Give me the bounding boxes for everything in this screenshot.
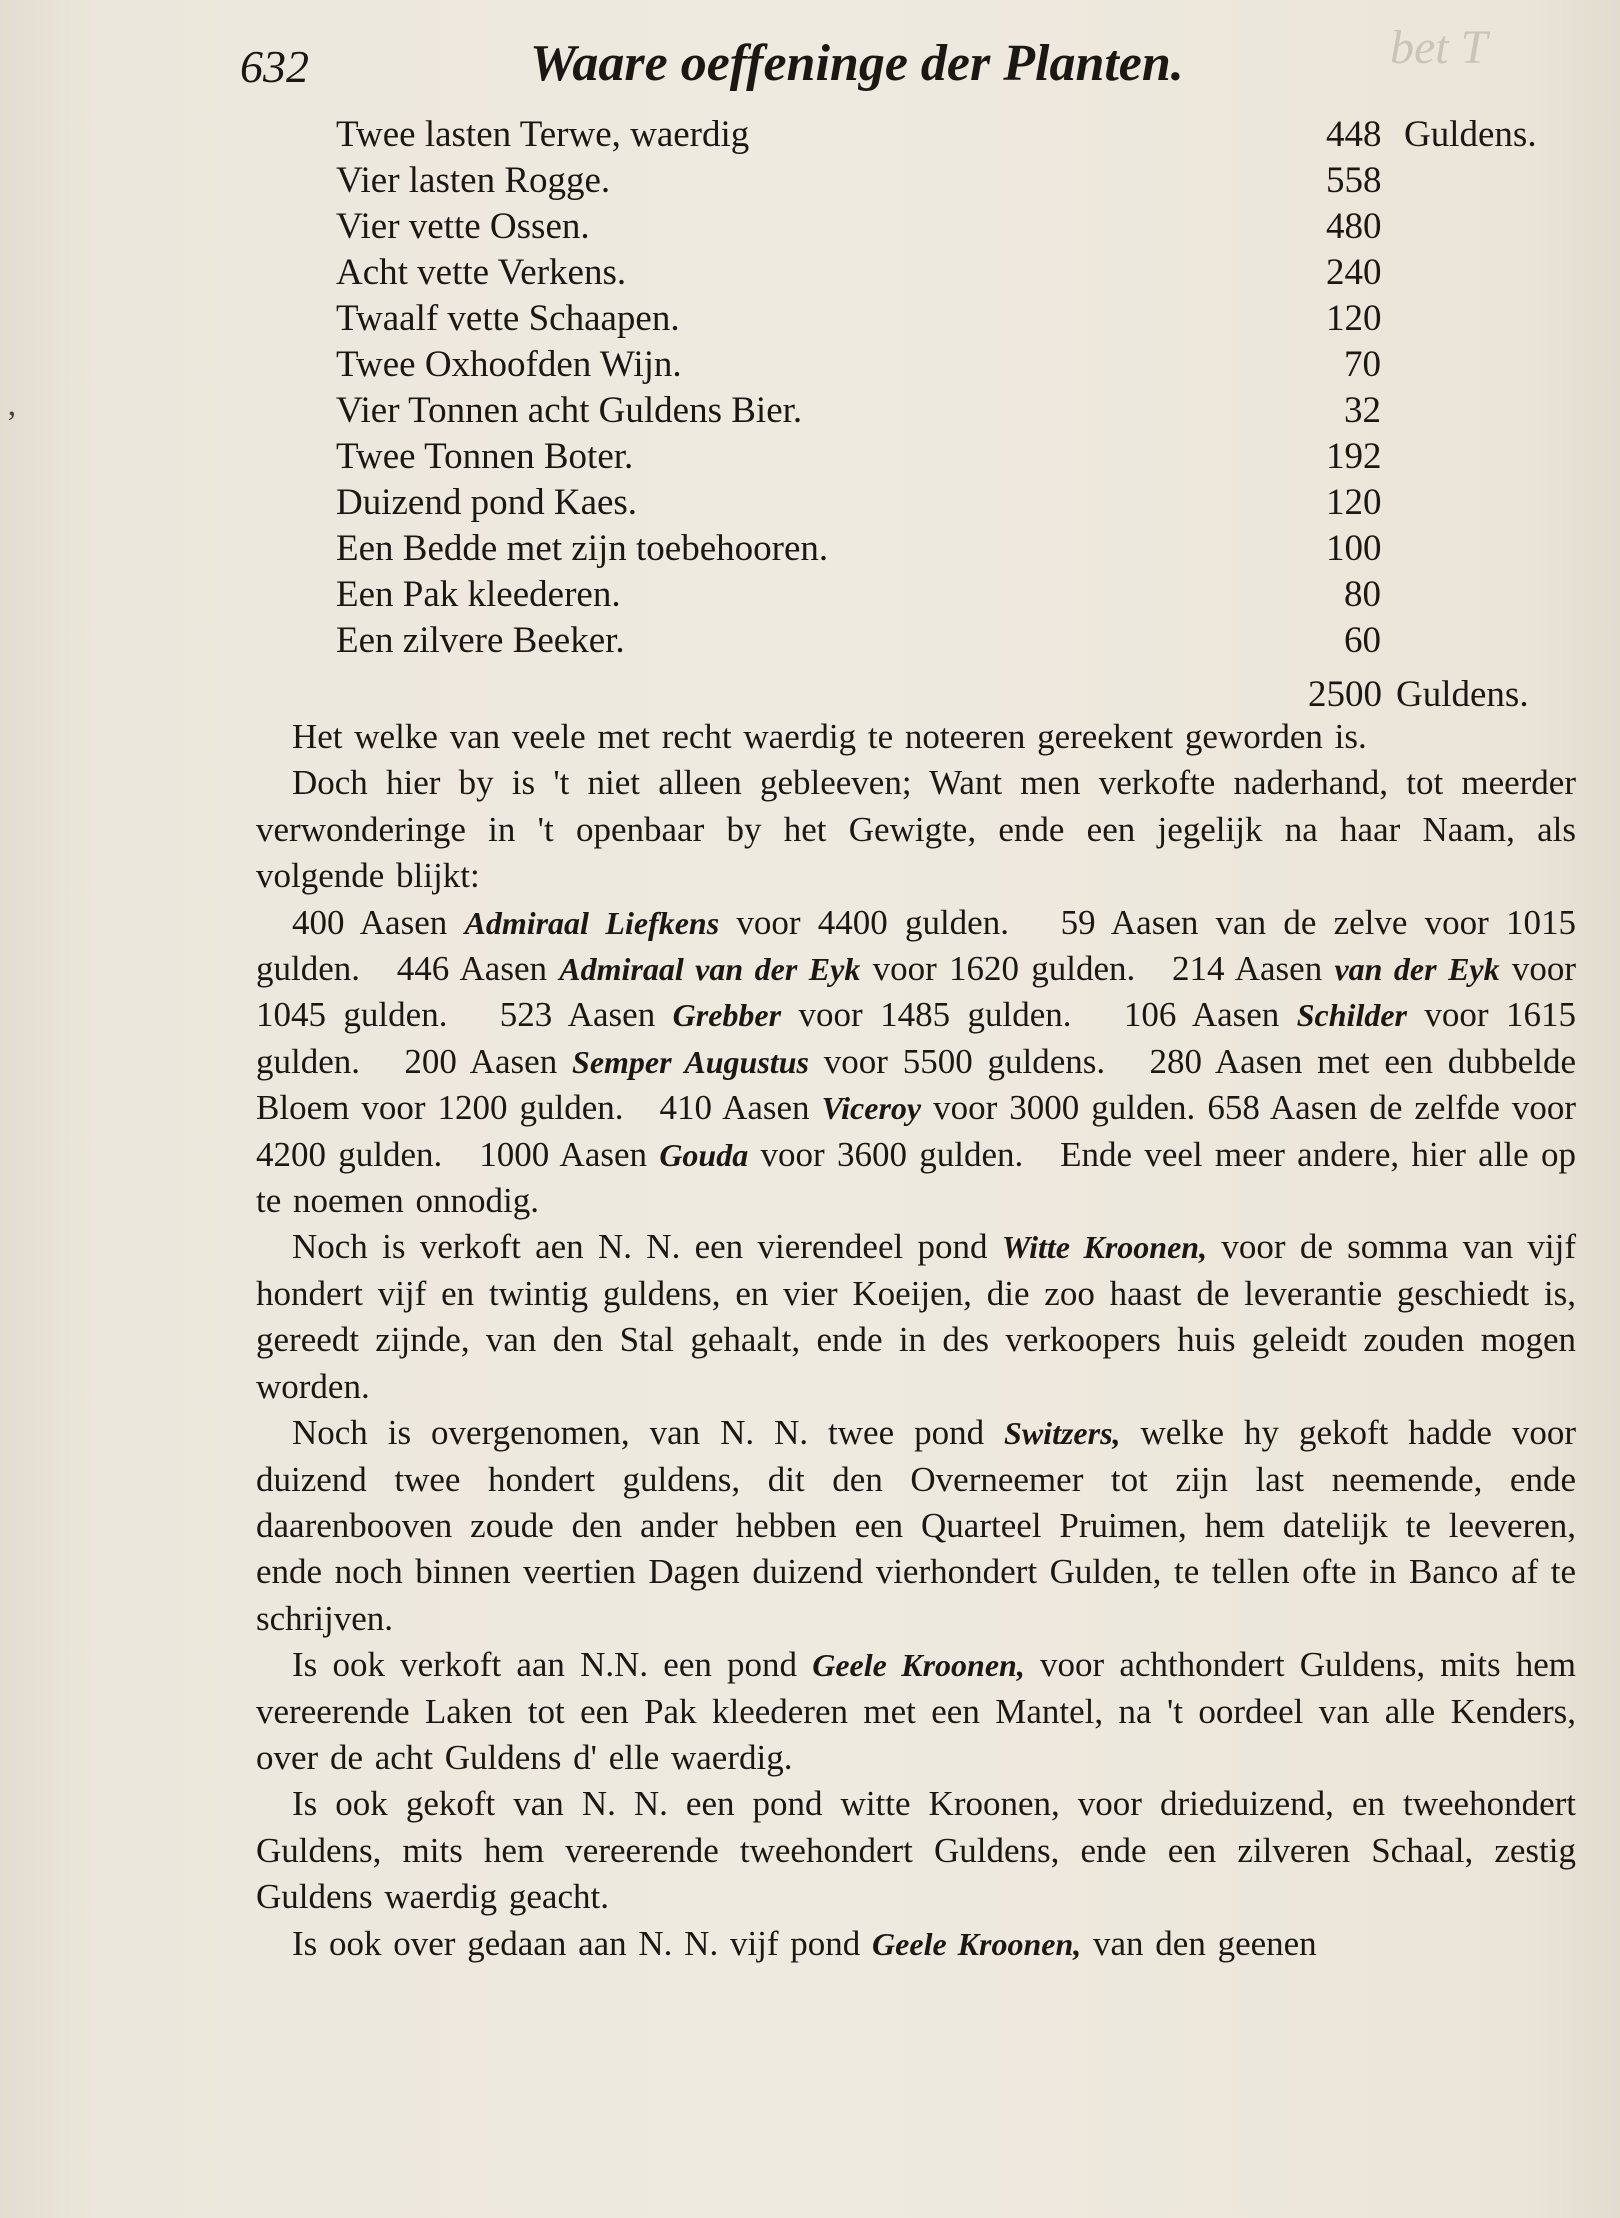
ledger-row [336, 526, 1596, 572]
paragraph [256, 1642, 1576, 1781]
sale-text: 1000 Aasen [479, 1134, 648, 1174]
ledger-total [1308, 672, 1543, 718]
sale-text: voor 4400 gulden. [736, 902, 1009, 942]
tulip-name: van der Eyk [1334, 951, 1500, 988]
ledger-row [336, 204, 1596, 250]
ledger-amount: 100 [1326, 528, 1382, 569]
ledger-label: Twee lasten Terwe, waerdig [336, 114, 750, 155]
ledger-amount: 448 [1326, 114, 1382, 155]
sale-text: 59 Aasen van de zelve voor 1015 gulden. [256, 902, 1576, 989]
ledger-label: Een Bedde met zijn toebehooren. [336, 528, 829, 569]
ledger-label: Een Pak kleederen. [336, 574, 621, 615]
ledger-amount: 60 [1344, 620, 1381, 661]
page-number: 632 [240, 41, 309, 92]
sale-text: 200 Aasen [404, 1041, 558, 1081]
tulip-name: Viceroy [821, 1090, 922, 1127]
tulip-name: Admiraal Liefkens [464, 904, 720, 941]
paragraph: Doch hier by is 't niet alleen gebleeven; Want men verkofte naderhand, tot meerder verwonderinge in 't openbaar by het Gewigte, ende een jegelijk na haar Naam, als volgende blijkt: [256, 763, 1576, 896]
sale-text: 523 Aasen [499, 995, 656, 1035]
text-run: Is ook verkoft aan N.N. een pond [292, 1645, 798, 1685]
ledger-total-unit: Guldens. [1396, 674, 1529, 715]
sale-text: voor 1485 gulden. [798, 995, 1072, 1035]
ledger-label: Vier lasten Rogge. [336, 160, 611, 201]
sale-text: 280 Aasen met een dubbelde Bloem voor 1200 gulden. [256, 1041, 1577, 1128]
tulip-name: Schilder [1296, 997, 1407, 1034]
ledger-amount: 480 [1326, 206, 1382, 247]
ledger-amount: 70 [1344, 344, 1381, 385]
page-header [240, 18, 1580, 98]
ledger-row [336, 572, 1596, 618]
ledger-row [336, 480, 1596, 526]
sale-text: 410 Aasen [659, 1088, 810, 1128]
sales-paragraph [256, 900, 1576, 1225]
ledger-amount: 192 [1326, 436, 1382, 477]
paragraph [256, 1921, 1576, 1967]
ledger-row [336, 296, 1596, 342]
sale-text: voor 1620 gulden. [872, 949, 1136, 989]
tulip-name: Geele Kroonen, [872, 1925, 1082, 1962]
sale-text: 446 Aasen [396, 949, 547, 989]
paragraph [256, 1224, 1576, 1410]
ledger-row [336, 618, 1596, 664]
ledger-amount: 240 [1326, 252, 1382, 293]
ledger-label: Vier vette Ossen. [336, 206, 590, 247]
text-run: voor de somma van vijf hondert vijf en twintig guldens, en vier Koeijen, die zoo haast de leverantie geschiedt is, gereedt zijnde, van den Stal gehaalt, ende in des verkoopers huis geleidt zouden mogen worden. [256, 1227, 1576, 1406]
ledger-label: Duizend pond Kaes. [336, 482, 638, 523]
tulip-name: Switzers, [1004, 1415, 1121, 1452]
ledger-row [336, 342, 1596, 388]
ledger-label: Twee Tonnen Boter. [336, 436, 634, 477]
running-title: Waare oeffeninge der Planten. [530, 35, 1184, 92]
ledger-amount: 120 [1326, 298, 1382, 339]
text-run: voor achthondert Guldens, mits hem vereerende Laken tot een Pak kleederen met een Mantel, na 't oordeel van alle Kenders, over de acht Guldens d' elle waerdig. [256, 1645, 1577, 1777]
price-ledger [336, 112, 1596, 715]
sale-text: voor 3000 gulden. [933, 1088, 1196, 1128]
ledger-total-amount: 2500 [1308, 674, 1382, 715]
paragraph: Is ook gekoft van N. N. een pond witte Kroonen, voor drieduizend, en tweehondert Guldens, mits hem vereerende tweehondert Guldens, ende een zilveren Schaal, zestig Guldens waerdig geacht. [256, 1784, 1576, 1917]
sale-text: Ende veel meer andere, hier alle op te noemen onnodig. [256, 1134, 1576, 1221]
sale-text: 214 Aasen [1171, 949, 1323, 989]
sale-text: voor 1045 gulden. [256, 949, 1577, 1035]
ledger-row [336, 250, 1596, 296]
paragraph: Het welke van veele met recht waerdig te noteeren gereekent geworden is. [292, 717, 1367, 756]
margin-mark: ʼ [6, 405, 18, 442]
tulip-name: Geele Kroonen, [812, 1647, 1025, 1684]
ledger-label: Een zilvere Beeker. [336, 620, 625, 661]
sale-text: 658 Aasen de zelfde voor 4200 gulden. [256, 1088, 1577, 1174]
show-through-text: bet T [1390, 21, 1488, 74]
ledger-row [336, 388, 1596, 434]
ledger-label: Twaalf vette Schaapen. [336, 298, 680, 339]
text-run: Noch is overgenomen, van N. N. twee pond [292, 1413, 985, 1453]
sale-text: voor 5500 guldens. [823, 1041, 1106, 1081]
ledger-amount: 80 [1344, 574, 1381, 615]
tulip-name: Semper Augustus [572, 1043, 809, 1080]
tulip-name: Grebber [672, 997, 782, 1034]
ledger-amount: 558 [1326, 160, 1382, 201]
ledger-row [336, 158, 1596, 204]
text-run: Is ook over gedaan aan N. N. vijf pond [292, 1923, 861, 1963]
tulip-name: Admiraal van der Eyk [559, 951, 861, 988]
ledger-unit: Guldens. [1404, 114, 1537, 155]
sale-text: voor 1615 gulden. [256, 995, 1577, 1081]
sale-text: voor 3600 gulden. [760, 1134, 1024, 1174]
ledger-label: Vier Tonnen acht Guldens Bier. [336, 390, 803, 431]
tulip-name: Witte Kroonen, [1001, 1229, 1208, 1266]
tulip-name: Gouda [659, 1136, 749, 1173]
ledger-row [336, 112, 1596, 158]
body-text [256, 714, 1576, 1967]
ledger-label: Twee Oxhoofden Wijn. [336, 344, 682, 385]
ledger-amount: 120 [1326, 482, 1382, 523]
text-run: van den geenen [1093, 1923, 1317, 1963]
text-run: welke hy gekoft hadde voor duizend twee hondert guldens, dit den Overneemer tot zijn last neemende, ende daarenbooven zoude den ander hebben een Quarteel Pruimen, hem datelijk te leeveren, ende noch binnen veertien Dagen duizend vierhondert Gulden, te tellen ofte in Banco af te schrijven. [256, 1413, 1576, 1638]
ledger-amount: 32 [1344, 390, 1381, 431]
sale-text: 400 Aasen [292, 902, 448, 942]
ledger-row [336, 434, 1596, 480]
paragraph [256, 1410, 1576, 1642]
ledger-label: Acht vette Verkens. [336, 252, 627, 293]
text-run: Noch is verkoft aen N. N. een vierendeel pond [292, 1227, 988, 1267]
sale-text: 106 Aasen [1123, 995, 1280, 1035]
